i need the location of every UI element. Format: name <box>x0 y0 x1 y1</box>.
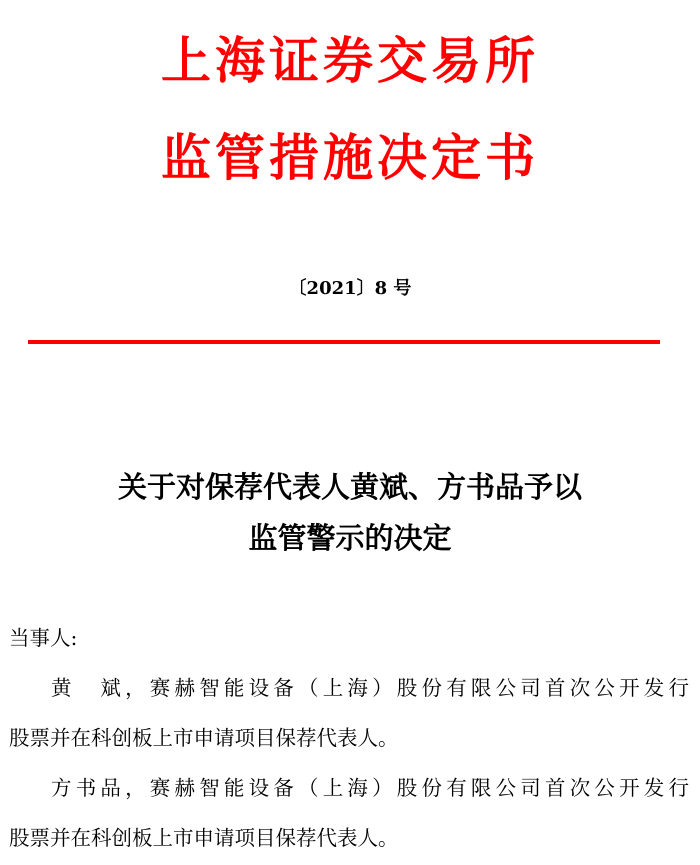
party1-paragraph-line2: 股票并在科创板上市申请项目保荐代表人。 <box>9 726 399 750</box>
party1-paragraph-line1: 黄 斌，赛赫智能设备（上海）股份有限公司首次公开发行 <box>51 676 689 700</box>
party2-paragraph-line1: 方书品，赛赫智能设备（上海）股份有限公司首次公开发行 <box>51 776 689 800</box>
subject-title-line2: 监管警示的决定 <box>248 521 452 555</box>
parties-label: 当事人: <box>9 626 78 650</box>
red-divider-line <box>28 340 660 344</box>
issuer-title: 上海证券交易所 <box>161 31 539 90</box>
party2-paragraph-line2: 股票并在科创板上市申请项目保荐代表人。 <box>9 826 399 850</box>
subject-title-line1: 关于对保荐代表人黄斌、方书品予以 <box>117 470 582 504</box>
document-number: 〔2021〕8 号 <box>288 278 412 299</box>
document-type-title: 监管措施决定书 <box>161 128 539 187</box>
